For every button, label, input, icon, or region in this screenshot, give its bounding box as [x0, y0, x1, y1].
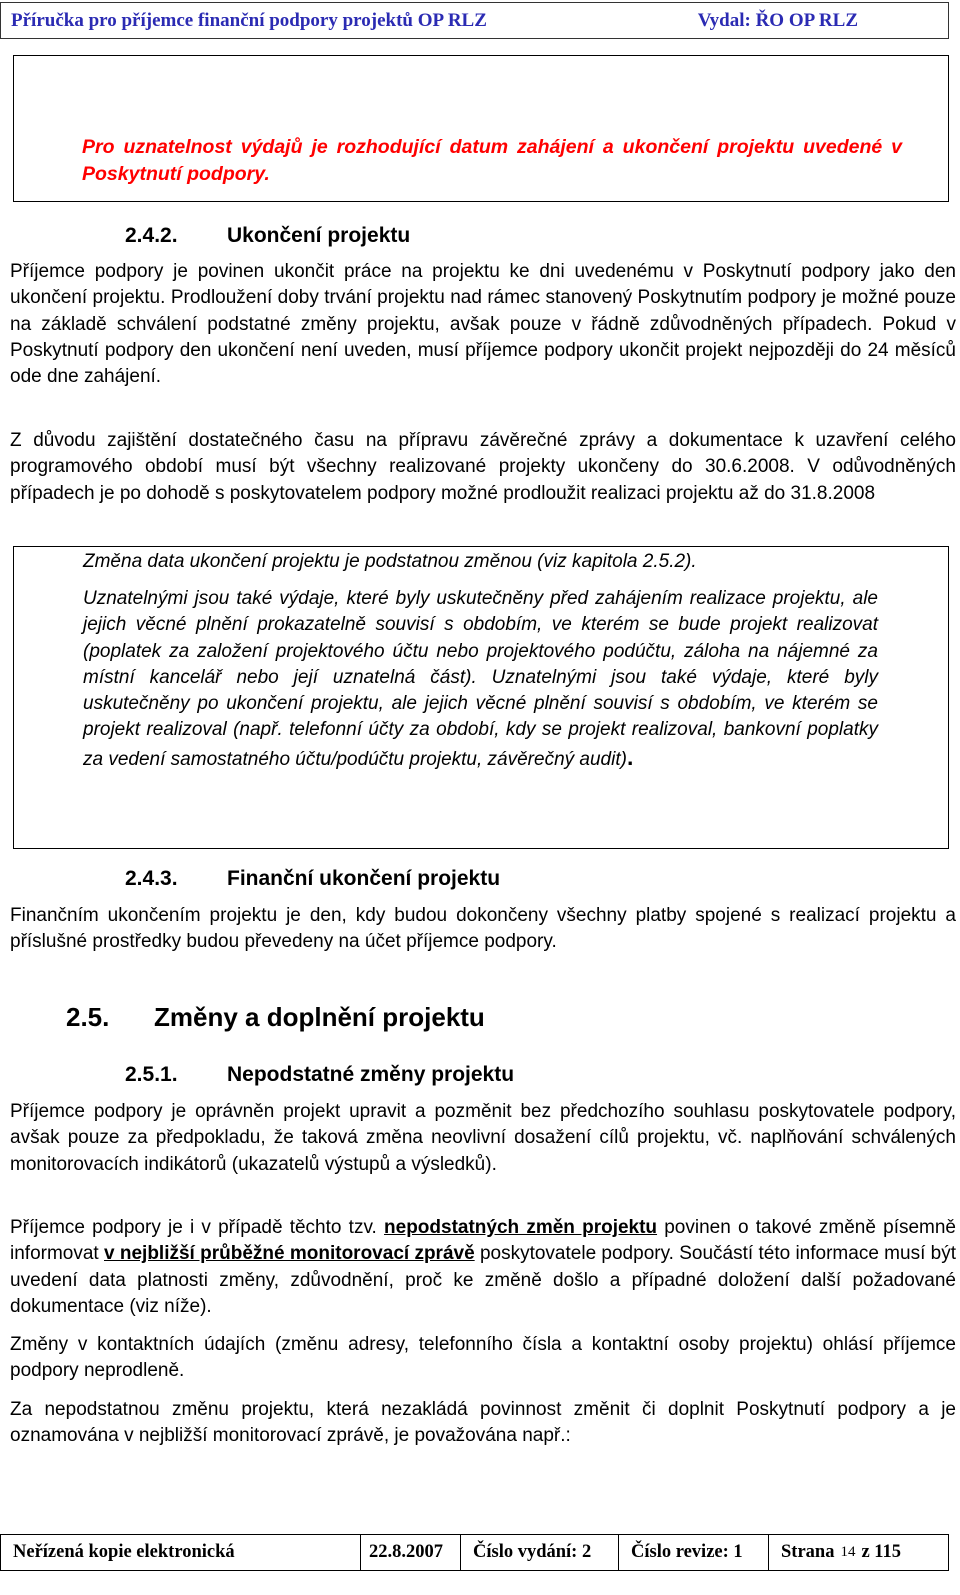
footer-page	[769, 1535, 948, 1570]
section-number: 2.4.3.	[125, 867, 178, 890]
footer-copy-status: Neřízená kopie elektronická	[1, 1535, 361, 1570]
note-period: .	[626, 743, 634, 770]
section-title: Ukončení projektu	[227, 224, 411, 247]
footer-date: 22.8.2007	[361, 1535, 461, 1570]
paragraph-contact-changes: Změny v kontaktních údajích (změnu adresy, telefonního čísla a kontaktní osoby projektu) ohlásí příjemce podpory neprodleně.	[10, 1334, 956, 1382]
footer-issue: Číslo vydání: 2	[461, 1535, 619, 1570]
header-title: Příručka pro příjemce finanční podpory projektů OP RLZ	[11, 9, 487, 31]
section-title: Finanční ukončení projektu	[227, 867, 501, 890]
notice-text: Pro uznatelnost výdajů je rozhodující datum zahájení a ukončení projektu uvedené v Poskytnutí podpory.	[82, 136, 902, 185]
minor-changes-term: nepodstatných změn projektu	[384, 1217, 658, 1238]
footer-revision: Číslo revize: 1	[619, 1535, 769, 1570]
paragraph-deadline: Z důvodu zajištění dostatečného času na přípravu závěrečné zprávy a dokumentace k uzavření celého programového období musí být všechny realizované projekty ukončeny do 30.6.2008. V odůvodněných případech je po dohodě s poskytovatelem podpory možné prodloužit realizaci projektu až do 31.8.2008	[10, 430, 956, 504]
section-number: 2.5.1.	[125, 1063, 178, 1086]
paragraph-financial-end: Finančním ukončením projektu je den, kdy budou dokončeny všechny platby spojené s realizací projektu a příslušné prostředky budou převedeny na účet příjemce podpory.	[10, 905, 956, 953]
paragraph-examples-intro: Za nepodstatnou změnu projektu, která nezakládá povinnost změnit či doplnit Poskytnutí podpory a je oznamována v nejbližší monitorovací zprávě, je považována např.:	[10, 1399, 956, 1447]
page-footer	[0, 1534, 949, 1571]
paragraph-minor-changes: Příjemce podpory je oprávněn projekt upravit a pozměnit bez předchozího souhlasu poskytovatele podpory, avšak pouze za předpokladu, že taková změna neovlivní dosažení cílů projektu, vč. naplňování schválených monitorovacích indikátorů (ukazatelů výstupů a výsledků).	[10, 1101, 956, 1175]
notice-box	[13, 55, 949, 202]
footer-page-label: Strana	[781, 1542, 835, 1562]
header-issuer: Vydal: ŘO OP RLZ	[697, 9, 858, 31]
paragraph-reporting	[10, 1215, 956, 1320]
reporting-text-b: povinen o takové změně písemně informovat	[10, 1217, 957, 1265]
note-change-date: Změna data ukončení projektu je podstatnou změnou (viz kapitola 2.5.2).	[83, 551, 697, 572]
page-header	[0, 2, 949, 39]
note-eligible-expenses	[83, 586, 878, 773]
section-title: Změny a doplnění projektu	[154, 1002, 485, 1032]
reporting-text-a: Příjemce podpory je i v případě těchto tzv.	[10, 1217, 385, 1238]
section-heading-2-4-3	[125, 867, 500, 891]
section-heading-2-5	[66, 1002, 485, 1033]
section-heading-2-4-2	[125, 224, 410, 248]
section-title: Nepodstatné změny projektu	[227, 1063, 515, 1086]
footer-page-number: 14	[840, 1544, 856, 1560]
section-heading-2-5-1	[125, 1063, 514, 1087]
section-number: 2.5.	[66, 1002, 110, 1032]
monitoring-report-term: v nejbližší průběžné monitorovací zprávě	[104, 1243, 475, 1265]
paragraph-end-of-project: Příjemce podpory je povinen ukončit práce na projektu ke dni uvedenému v Poskytnutí podpory jako den ukončení projektu. Prodloužení doby trvání projektu nad rámec stanovený Poskytnutím podpory je možné pouze na základě schválení podstatné změny projektu, avšak pouze v řádně zdůvodněných případech. Pokud v Poskytnutí podpory den ukončení není uveden, musí příjemce podpory ukončit projekt nejpozději do 24 měsíců ode dne zahájení.	[10, 261, 956, 388]
reporting-text-c: poskytovatele podpory. Součástí této informace musí být uvedení data platnosti změny, zdůvodnění, proč ke změně došlo a případné doložení další požadované dokumentace (viz níže).	[10, 1243, 956, 1317]
footer-page-total: z 115	[861, 1542, 902, 1562]
note-eligible-text: Uznatelnými jsou také výdaje, které byly uskutečněny před zahájením realizace projektu, ale jejich věcné plnění prokazatelně souvisí s obdobím, ve kterém se bude projekt realizovat (poplatek za založení projektového účtu nebo projektového podúčtu, záloha na nájemné za místní kancelář nebo její uznatelná část). Uznatelnými jsou také výdaje, které byly uskutečněny po ukončení projektu, ale jejich věcné plnění souvisí s obdobím, ve kterém se projekt realizoval (např. telefonní účty za období, kdy se projekt realizoval, bankovní poplatky za vedení samostatného účtu/podúčtu projektu, závěrečný audit)	[83, 588, 878, 770]
section-number: 2.4.2.	[125, 224, 178, 247]
